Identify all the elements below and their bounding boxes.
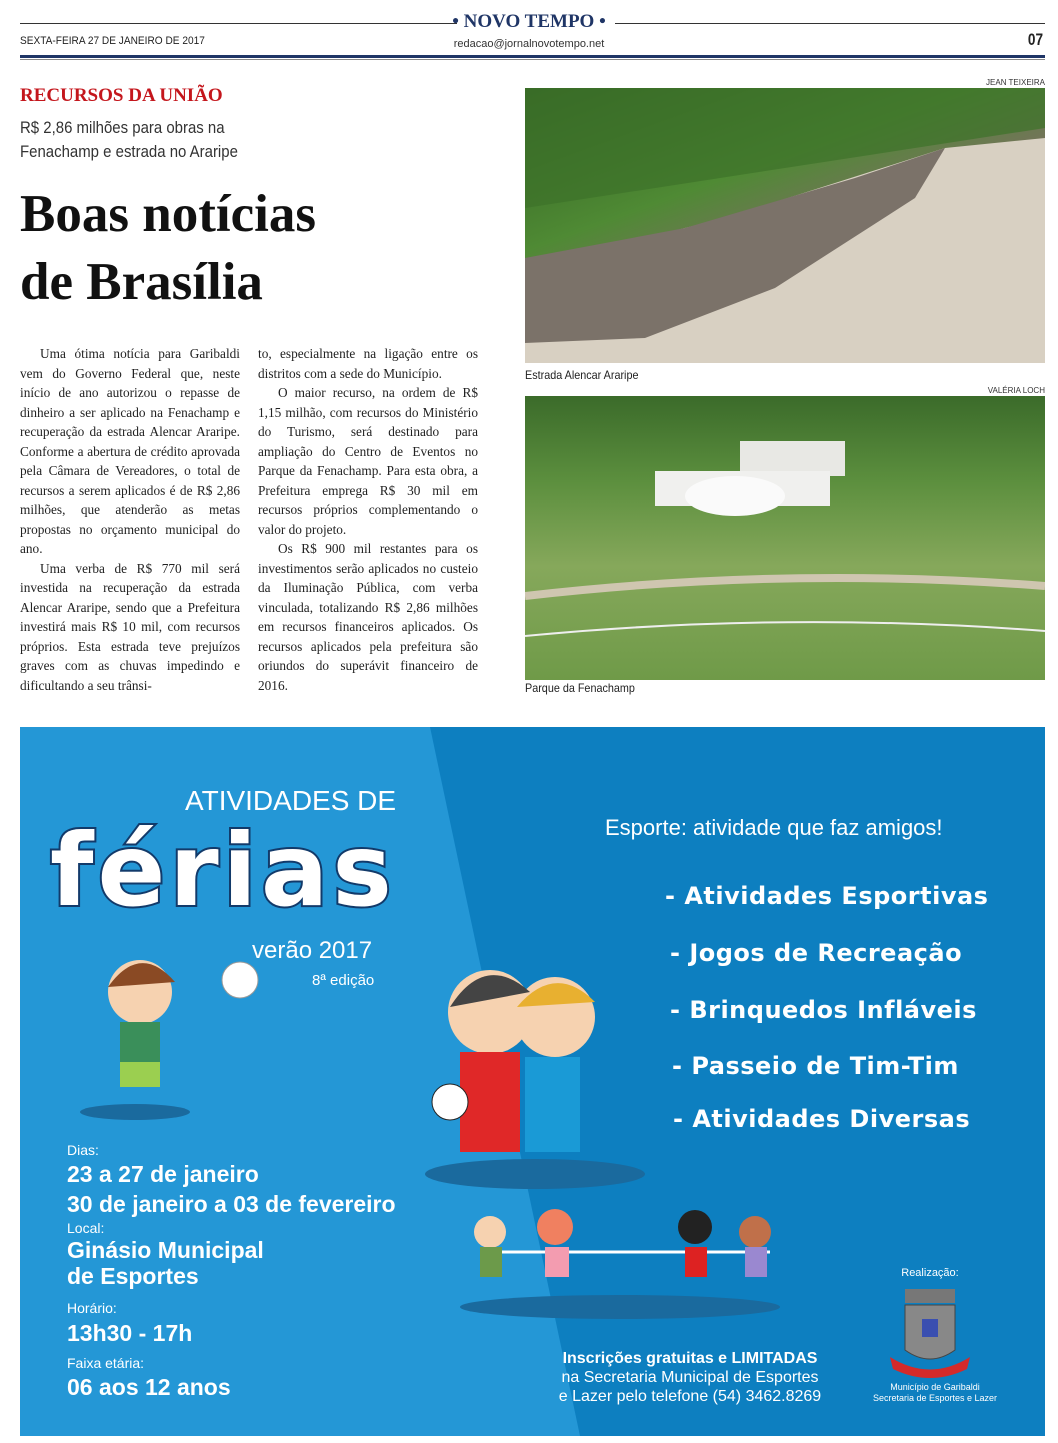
paragraph: Uma ótima notícia para Garibaldi vem do Governo Federal que, neste início de ano autorizou o repasse de dinheiro a ser aplicado na Fenachamp e recuperação da estrada Alencar Araripe. Conforme a abertura de crédito aprovada pela Câmara de Vereadores, o total de recursos a serem aplicados é de R$ 2,86 milhões, que atenderão as metas propostas no orçamento municipal do ano. — [20, 346, 240, 556]
headline-line: de Brasília — [20, 253, 263, 311]
garibaldi-coat-of-arms — [885, 1287, 975, 1379]
article-kicker: RECURSOS DA UNIÃO — [20, 85, 223, 106]
park-buildings-illustration — [525, 396, 1045, 680]
days-list — [67, 1159, 396, 1219]
age: 06 aos 12 anos — [67, 1374, 231, 1400]
ad-season: verão 2017 — [252, 937, 373, 964]
article-subtitle — [20, 116, 238, 164]
article-column-2 — [258, 344, 478, 695]
place-line: de Esportes — [67, 1263, 199, 1289]
days-label: Dias: — [67, 1142, 99, 1158]
issue-date: SEXTA-FEIRA 27 DE JANEIRO DE 2017 — [20, 35, 205, 47]
header-divider-thin — [20, 59, 1045, 60]
activity-item: - Passeio de Tim-Tim — [672, 1052, 959, 1080]
boys-football-illustration — [415, 952, 645, 1192]
day-range: 30 de janeiro a 03 de fevereiro — [67, 1191, 396, 1217]
activity-item: - Brinquedos Infláveis — [670, 996, 977, 1024]
day-range: 23 a 27 de janeiro — [67, 1161, 259, 1187]
photo-credit: VALÉRIA LOCH — [987, 386, 1045, 395]
header-divider — [20, 55, 1045, 58]
article-headline — [20, 180, 316, 316]
subtitle-line: R$ 2,86 milhões para obras na — [20, 118, 225, 137]
ad-tagline: Esporte: atividade que faz amigos! — [605, 815, 943, 840]
photo-park — [525, 396, 1045, 680]
road-rocks-illustration — [525, 88, 1045, 363]
signup-info — [535, 1349, 845, 1406]
place — [67, 1237, 264, 1289]
realizacao-label: Realização: — [901, 1267, 959, 1279]
age-label: Faixa etária: — [67, 1355, 145, 1371]
photo-caption: Estrada Alencar Araripe — [525, 368, 639, 382]
article-column-1 — [20, 344, 240, 695]
organizer-line: Secretaria de Esportes e Lazer — [872, 1393, 998, 1403]
paragraph: O maior recurso, na ordem de R$ 1,15 milhão, com recursos do Ministério do Turismo, será destinado para ampliação do Centro de Eventos no Parque da Fenachamp. Para esta obra, a Prefeitura emprega R$ 30 mil em recursos próprios complementando o valor do projeto. — [258, 385, 478, 537]
time-label: Horário: — [67, 1300, 117, 1316]
subtitle-line: Fenachamp e estrada no Araripe — [20, 142, 238, 161]
ad-heading: ATIVIDADES DE — [185, 785, 397, 816]
email-link[interactable]: redacao@jornalnovotempo.net — [453, 38, 605, 50]
tug-of-war-illustration — [460, 1202, 790, 1322]
paragraph: to, especialmente na ligação entre os distritos com a sede do Município. — [258, 346, 478, 381]
signup-bold: Inscrições gratuitas e LIMITADAS — [562, 1350, 818, 1367]
place-line: Ginásio Municipal — [67, 1237, 264, 1263]
photo-credit: JEAN TEIXEIRA — [986, 78, 1045, 87]
page-number: 07 — [1027, 30, 1044, 49]
paragraph: Os R$ 900 mil restantes para os investimentos serão aplicados no custeio da Iluminação Pública, com verba vinculada, totalizando R$ 2,86 milhões em recursos financeiros aplicados. Os recursos aplicados pela prefeitura são oriundos do superávit financeiro de 2016. — [258, 541, 478, 693]
photo-road — [525, 88, 1045, 363]
ferias-advertisement — [20, 727, 1045, 1436]
organizer-line: Município de Garibaldi — [890, 1382, 980, 1392]
activity-item: - Atividades Diversas — [673, 1105, 971, 1133]
paper-name: NOVO TEMPO — [463, 11, 595, 32]
organizer — [860, 1382, 1010, 1404]
masthead: • NOVO TEMPO • — [452, 11, 606, 32]
time: 13h30 - 17h — [67, 1320, 193, 1346]
activity-item: - Atividades Esportivas — [665, 882, 989, 910]
headline-line: Boas notícias — [20, 185, 316, 243]
ad-edition: 8ª edição — [312, 972, 375, 989]
ad-title: férias — [50, 812, 396, 929]
place-label: Local: — [67, 1220, 105, 1236]
signup-line: na Secretaria Municipal de Esportes — [561, 1369, 819, 1386]
signup-phone: e Lazer pelo telefone (54) 3462.8269 — [558, 1388, 822, 1405]
paragraph: Uma verba de R$ 770 mil será investida na recuperação da estrada Alencar Araripe, sendo que a Prefeitura investirá mais R$ 10 mil, com recursos próprios. Esta estrada teve prejuízos graves com as chuvas impedindo e dificultando a seu trânsi- — [20, 560, 240, 693]
activity-item: - Jogos de Recreação — [670, 939, 963, 967]
photo-caption: Parque da Fenachamp — [525, 681, 635, 695]
girl-volleyball-illustration — [75, 942, 275, 1122]
